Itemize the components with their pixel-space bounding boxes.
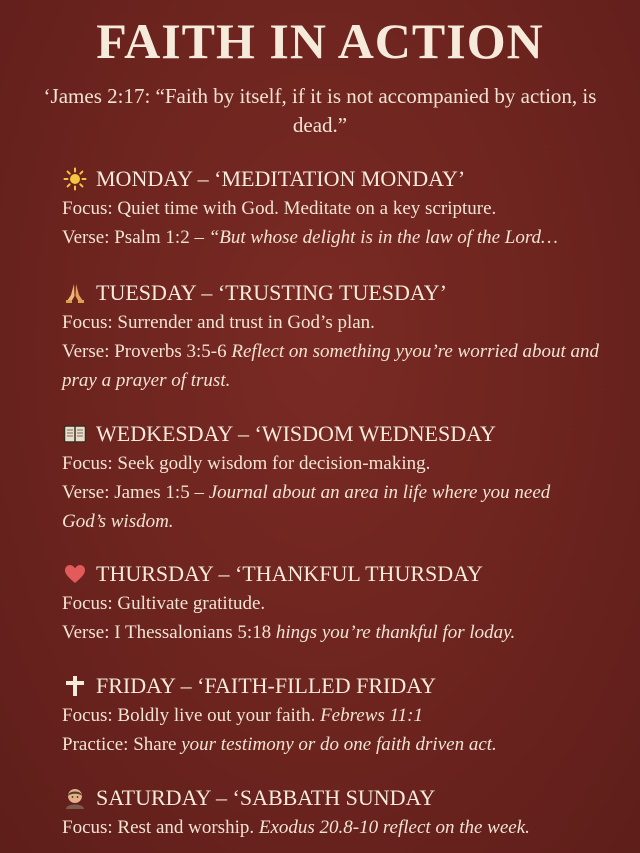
focus-line: Focus: Gultivate gratitude. [62, 593, 266, 614]
day-wednesday [62, 419, 632, 536]
focus-line [62, 701, 632, 730]
day-tuesday [62, 278, 632, 395]
heart-icon [62, 561, 88, 587]
verse-line [62, 618, 632, 647]
verse-line [62, 337, 622, 395]
verse-note: hings you’re thankful for loday. [275, 622, 516, 643]
focus-label: Focus: Boldly live out your faith. [62, 705, 316, 726]
verse-label: Verse: I Thessalonians 5:18 [62, 622, 272, 643]
verse-line [62, 223, 632, 252]
verse-label: Verse: James 1:5 – [62, 482, 204, 503]
verse-label: Verse: Psalm 1:2 – [62, 227, 204, 248]
day-heading: SATURDAY – ‘SABBATH SUNDAY [96, 785, 436, 810]
day-heading: TUESDAY – ‘TRUSTING TUESDAY’ [96, 280, 448, 305]
day-monday [62, 164, 632, 252]
day-heading: FRIDAY – ‘FAITH-FILLED FRIDAY [96, 673, 437, 698]
focus-line [62, 813, 632, 842]
page-title: FAITH IN ACTION [96, 13, 544, 69]
day-heading: WEDKESDAY – ‘WISDOM WEDNESDAY [96, 421, 496, 446]
day-heading: MONDAY – ‘MEDITATION MONDAY’ [96, 166, 466, 191]
scripture-quote: ‘James 2:17: “Faith by itself, if it is not accompanied by action, is dead.” [43, 84, 597, 137]
praying-hands-icon [62, 280, 88, 306]
sun-icon [62, 166, 88, 192]
verse-note: Journal about an area in life where you need God’s wisdom. [62, 482, 551, 532]
verse-note: Reflect on something yyou’re worried about and pray a prayer of trust. [62, 341, 600, 391]
day-thursday [62, 559, 632, 647]
verse-label: Verse: Proverbs 3:5-6 [62, 341, 227, 362]
verse-line [62, 478, 562, 536]
focus-note: Exodus 20.8-10 reflect on the week. [258, 817, 530, 838]
person-icon [62, 785, 88, 811]
practice-label: Practice: Share [62, 734, 177, 755]
practice-note: your testimony or do one faith driven act. [181, 734, 497, 755]
focus-line: Focus: Quiet time with God. Meditate on a key scripture. [62, 198, 497, 219]
practice-line [62, 730, 632, 759]
day-saturday [62, 783, 632, 842]
day-heading: THURSDAY – ‘THANKFUL THURSDAY [96, 561, 483, 586]
focus-line: Focus: Surrender and trust in God’s plan. [62, 312, 375, 333]
day-friday [62, 671, 632, 759]
focus-label: Focus: Rest and worship. [62, 817, 255, 838]
cross-icon [62, 673, 88, 699]
open-book-icon [62, 421, 88, 447]
verse-note: “But whose delight is in the law of the Lord… [208, 227, 558, 248]
focus-line: Focus: Seek godly wisdom for decision-making. [62, 453, 431, 474]
focus-note: Febrews 11:1 [320, 705, 423, 726]
